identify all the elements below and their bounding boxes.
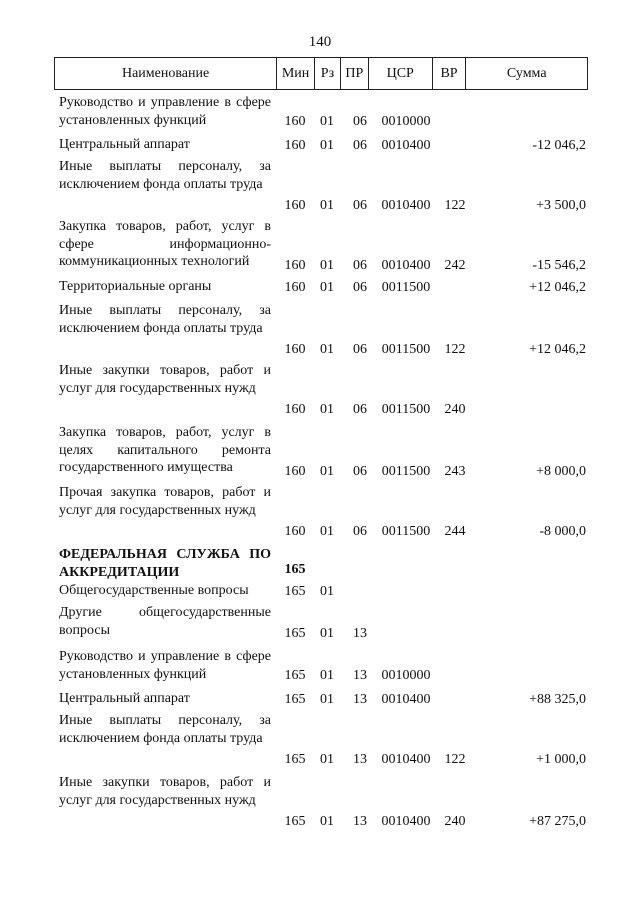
cell-min: 160: [284, 341, 306, 357]
cell-sum: +1 000,0: [536, 751, 586, 767]
table-row: [0, 218, 640, 274]
cell-min: 165: [284, 751, 306, 767]
cell-min: 160: [284, 401, 306, 417]
cell-rz: 01: [320, 667, 334, 683]
cell-pr: 13: [353, 691, 367, 707]
cell-vr: 244: [444, 523, 466, 539]
cell-rz: 01: [320, 625, 334, 641]
table-row: [0, 582, 640, 600]
header-name: Наименование: [55, 58, 277, 89]
cell-pr: 13: [353, 667, 367, 683]
table-row: [0, 302, 640, 358]
header-csr: ЦСР: [369, 58, 433, 89]
header-vr: ВР: [433, 58, 467, 89]
cell-sum: +12 046,2: [529, 341, 586, 357]
table-row: [0, 362, 640, 418]
header-sum: Сумма: [506, 65, 547, 81]
cell-rz: 01: [320, 751, 334, 767]
cell-min: 165: [284, 667, 306, 683]
cell-vr: 240: [444, 813, 466, 829]
cell-csr: 0011500: [381, 463, 431, 479]
cell-vr: 240: [444, 401, 466, 417]
row-name: Общегосударственные вопросы: [59, 583, 249, 598]
cell-csr: 0010000: [381, 667, 431, 683]
cell-sum: -8 000,0: [539, 523, 586, 539]
row-name: Иные выплаты персоналу, за исключением фонда оплаты труда: [59, 159, 271, 192]
cell-pr: 13: [353, 813, 367, 829]
table-row: [0, 774, 640, 830]
cell-rz: 01: [320, 401, 334, 417]
row-name: Прочая закупка товаров, работ и услуг для государственных нужд: [59, 485, 271, 518]
header-rz: Рз: [315, 58, 341, 89]
table-row: [0, 690, 640, 708]
cell-min: 160: [284, 257, 306, 273]
cell-rz: 01: [320, 197, 334, 213]
cell-rz: 01: [320, 257, 334, 273]
table-row: [0, 278, 640, 296]
table-header: [54, 57, 588, 90]
cell-pr: 06: [353, 113, 367, 129]
cell-min: 165: [284, 561, 306, 577]
cell-pr: 06: [353, 523, 367, 539]
table-row: [0, 604, 640, 642]
row-name: Иные закупки товаров, работ и услуг для государственных нужд: [59, 775, 271, 808]
cell-pr: 13: [353, 625, 367, 641]
cell-min: 160: [284, 113, 306, 129]
table-row: [0, 484, 640, 540]
cell-pr: 06: [353, 197, 367, 213]
cell-sum: +87 275,0: [529, 813, 586, 829]
row-name: Руководство и управление в сфере установленных функций: [59, 95, 271, 128]
row-name: Центральный аппарат: [59, 137, 190, 152]
cell-pr: 06: [353, 279, 367, 295]
cell-min: 165: [284, 583, 306, 599]
cell-csr: 0010400: [381, 751, 431, 767]
cell-sum: +88 325,0: [529, 691, 586, 707]
cell-vr: 122: [444, 751, 466, 767]
cell-min: 160: [284, 137, 306, 153]
cell-vr: 122: [444, 341, 466, 357]
cell-csr: 0010400: [381, 197, 431, 213]
cell-pr: 06: [353, 463, 367, 479]
cell-vr: 122: [444, 197, 466, 213]
cell-min: 165: [284, 625, 306, 641]
cell-min: 160: [284, 279, 306, 295]
row-name: Руководство и управление в сфере установленных функций: [59, 649, 271, 682]
cell-sum: -15 546,2: [532, 257, 586, 273]
cell-sum: -12 046,2: [532, 137, 586, 153]
cell-csr: 0011500: [381, 401, 431, 417]
cell-csr: 0010400: [381, 257, 431, 273]
header-pr: ПР: [341, 58, 369, 89]
cell-sum: +8 000,0: [536, 463, 586, 479]
cell-sum: +3 500,0: [536, 197, 586, 213]
cell-csr: 0010400: [381, 813, 431, 829]
cell-rz: 01: [320, 583, 334, 599]
table-row: [0, 712, 640, 768]
table-row: [0, 158, 640, 214]
table-row: [0, 94, 640, 130]
cell-min: 165: [284, 813, 306, 829]
row-name: Территориальные органы: [59, 279, 212, 294]
table-row: [0, 424, 640, 480]
row-name: Центральный аппарат: [59, 691, 190, 706]
cell-csr: 0010000: [381, 113, 431, 129]
page-number: 140: [308, 34, 332, 50]
cell-csr: 0011500: [381, 523, 431, 539]
cell-min: 165: [284, 691, 306, 707]
cell-csr: 0011500: [381, 279, 431, 295]
row-name: Другие общегосударственные вопросы: [59, 605, 271, 638]
cell-rz: 01: [320, 691, 334, 707]
table-row: [0, 546, 640, 578]
cell-sum: +12 046,2: [529, 279, 586, 295]
row-name: Закупка товаров, работ, услуг в целях капитального ремонта государственного имущества: [59, 425, 271, 475]
cell-rz: 01: [320, 113, 334, 129]
row-name: Иные выплаты персоналу, за исключением фонда оплаты труда: [59, 303, 271, 336]
row-name: Иные выплаты персоналу, за исключением фонда оплаты труда: [59, 713, 271, 746]
cell-rz: 01: [320, 813, 334, 829]
row-name: Закупка товаров, работ, услуг в сфере информационно-коммуникационных технологий: [59, 219, 271, 269]
cell-rz: 01: [320, 463, 334, 479]
cell-pr: 06: [353, 137, 367, 153]
cell-min: 160: [284, 463, 306, 479]
cell-pr: 13: [353, 751, 367, 767]
row-name: ФЕДЕРАЛЬНАЯ СЛУЖБА ПО АККРЕДИТАЦИИ: [59, 547, 271, 580]
table-row: [0, 648, 640, 684]
row-name: Иные закупки товаров, работ и услуг для государственных нужд: [59, 363, 271, 396]
cell-rz: 01: [320, 341, 334, 357]
cell-csr: 0011500: [381, 341, 431, 357]
cell-rz: 01: [320, 523, 334, 539]
cell-rz: 01: [320, 279, 334, 295]
cell-csr: 0010400: [381, 137, 431, 153]
cell-min: 160: [284, 523, 306, 539]
cell-vr: 243: [444, 463, 466, 479]
header-min: Мин: [277, 58, 315, 89]
table-row: [0, 136, 640, 154]
cell-pr: 06: [353, 257, 367, 273]
cell-vr: 242: [444, 257, 466, 273]
cell-csr: 0010400: [381, 691, 431, 707]
cell-rz: 01: [320, 137, 334, 153]
cell-pr: 06: [353, 341, 367, 357]
cell-min: 160: [284, 197, 306, 213]
cell-pr: 06: [353, 401, 367, 417]
